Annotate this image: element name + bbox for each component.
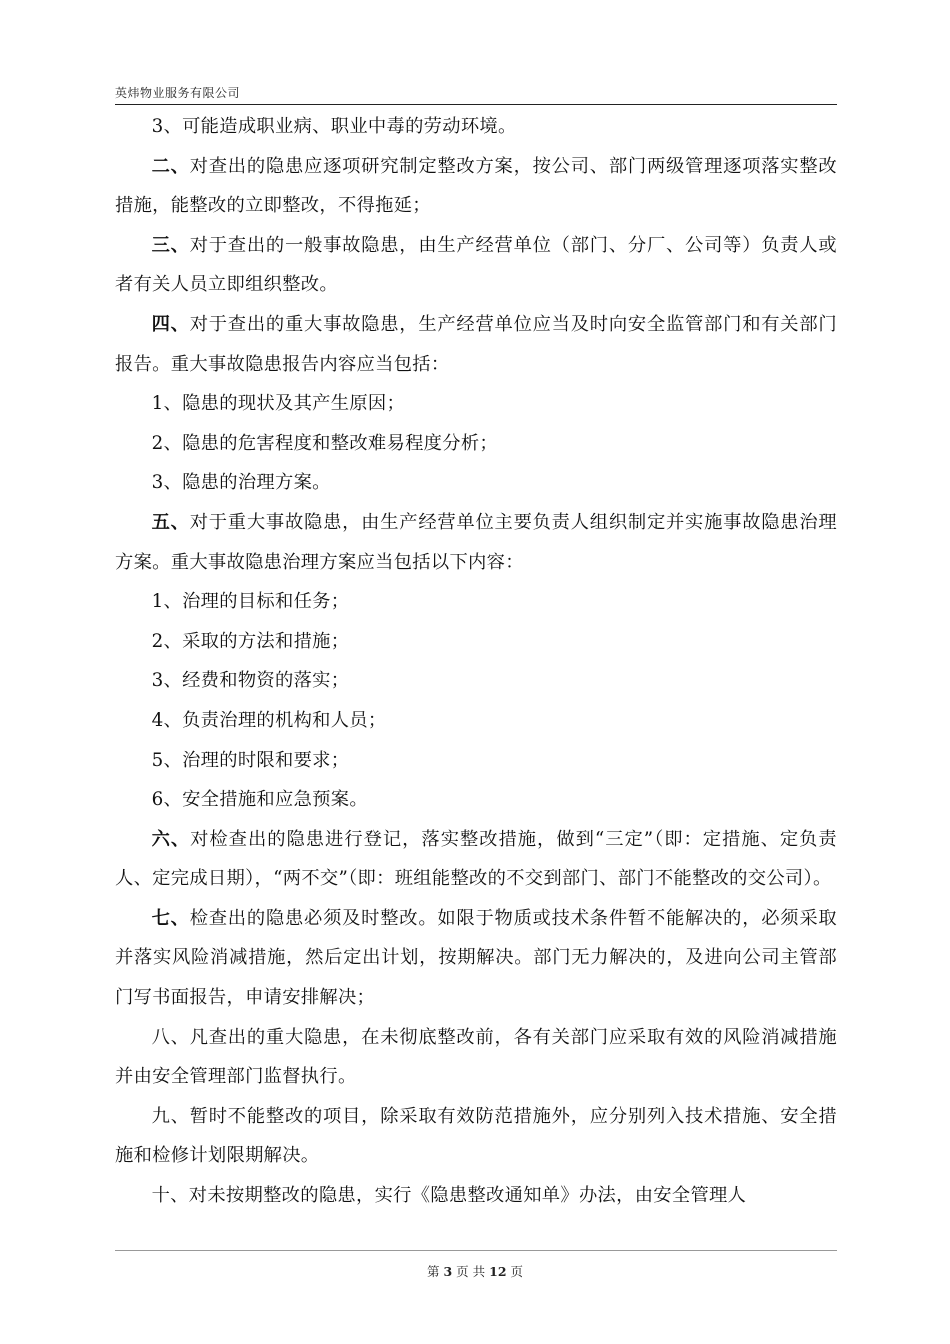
paragraph-lead: 五、	[151, 511, 190, 533]
footer-suffix: 页	[510, 1264, 524, 1279]
paragraph-text: 2、采取的方法和措施；	[151, 630, 350, 652]
paragraph-text: 对于重大事故隐患，由生产经营单位主要负责人组织制定并实施事故隐患治理方案。重大事故隐患治理方案应当包括以下内容：	[115, 511, 837, 573]
paragraph	[115, 384, 837, 424]
paragraph-lead: 三、	[151, 234, 190, 256]
paragraph	[115, 661, 837, 701]
paragraph-lead: 二、	[151, 155, 190, 177]
page-number: 3	[443, 1264, 453, 1279]
page-header	[115, 82, 837, 105]
paragraph	[115, 622, 837, 662]
paragraph-text: 对于查出的重大事故隐患，生产经营单位应当及时向安全监管部门和有关部门报告。重大事故隐患报告内容应当包括：	[115, 313, 837, 375]
paragraph-text: 4、负责治理的机构和人员；	[151, 709, 387, 731]
paragraph-text: 检查出的隐患必须及时整改。如限于物质或技术条件暂不能解决的，必须采取并落实风险消减措施，然后定出计划，按期解决。部门无力解决的，及进向公司主管部门写书面报告，申请安排解决；	[115, 907, 837, 1009]
header-company-name: 英炜物业服务有限公司	[115, 86, 241, 100]
paragraph	[115, 107, 837, 147]
footer-prefix: 第	[426, 1264, 440, 1279]
paragraph-text: 3、经费和物资的落实；	[151, 670, 350, 692]
document-body	[115, 107, 837, 1216]
paragraph-text: 3、可能造成职业病、职业中毒的劳动环境。	[151, 116, 517, 137]
paragraph-text: 对查出的隐患应逐项研究制定整改方案，按公司、部门两级管理逐项落实整改措施，能整改的立即整改，不得拖延；	[115, 155, 837, 217]
paragraph-lead: 七、	[151, 907, 190, 929]
paragraph	[115, 1018, 837, 1097]
paragraph-text: 对检查出的隐患进行登记，落实整改措施，做到“三定”（即：定措施、定负责人、定完成日期），“两不交”（即：班组能整改的不交到部门、部门不能整改的交公司）。	[115, 828, 837, 890]
paragraph-text: 5、治理的时限和要求；	[151, 749, 350, 771]
paragraph	[115, 424, 837, 464]
paragraph-lead: 四、	[151, 313, 190, 335]
footer-middle: 页 共	[456, 1264, 486, 1279]
paragraph-text: 3、隐患的治理方案。	[151, 472, 331, 494]
paragraph	[115, 503, 837, 582]
paragraph-text: 八、凡查出的重大隐患，在未彻底整改前，各有关部门应采取有效的风险消减措施并由安全管理部门监督执行。	[115, 1026, 837, 1088]
paragraph-text: 九、暂时不能整改的项目，除采取有效防范措施外，应分别列入技术措施、安全措施和检修计划限期解决。	[115, 1105, 837, 1167]
paragraph	[115, 147, 837, 226]
paragraph	[115, 582, 837, 622]
paragraph	[115, 305, 837, 384]
total-pages: 12	[489, 1264, 507, 1279]
paragraph-text: 十、对未按期整改的隐患，实行《隐患整改通知单》办法，由安全管理人	[151, 1185, 747, 1207]
paragraph-text: 对于查出的一般事故隐患，由生产经营单位（部门、分厂、公司等）负责人或者有关人员立即组织整改。	[115, 234, 837, 296]
paragraph	[115, 780, 837, 820]
page-footer	[0, 1262, 950, 1280]
paragraph-lead: 六、	[151, 828, 191, 850]
paragraph	[115, 1176, 837, 1216]
paragraph-text: 1、治理的目标和任务；	[151, 591, 350, 613]
paragraph-text: 2、隐患的危害程度和整改难易程度分析；	[151, 432, 498, 454]
paragraph	[115, 1097, 837, 1176]
paragraph	[115, 899, 837, 1018]
paragraph	[115, 463, 837, 503]
paragraph-text: 6、安全措施和应急预案。	[151, 789, 368, 811]
paragraph-text: 1、隐患的现状及其产生原因；	[151, 393, 406, 415]
paragraph	[115, 226, 837, 305]
paragraph	[115, 820, 837, 899]
paragraph	[115, 741, 837, 781]
footer-divider	[115, 1250, 837, 1251]
paragraph	[115, 701, 837, 741]
